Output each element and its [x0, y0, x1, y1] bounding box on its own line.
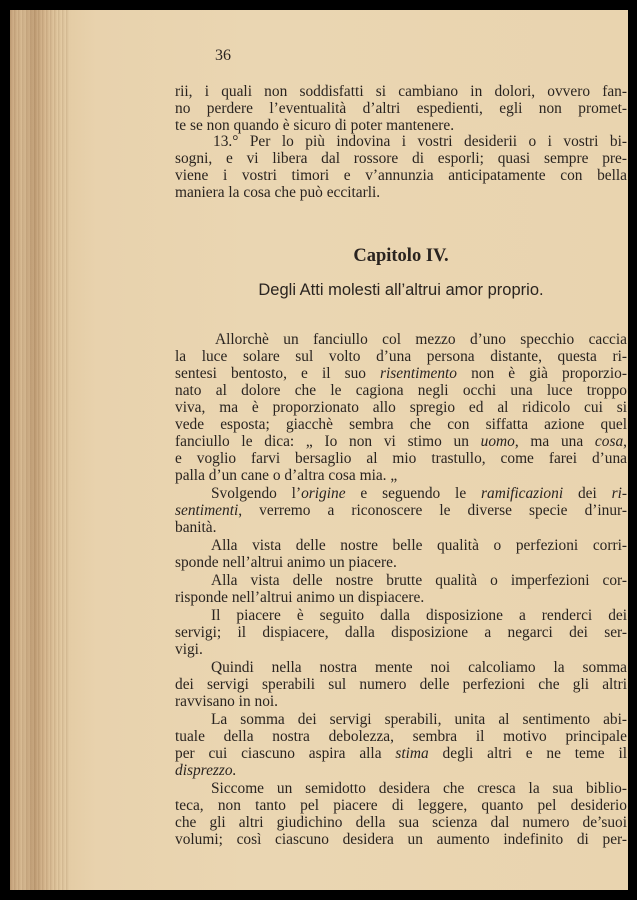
text-line: la luce solare sul volto d’una persona distante, questa ri-: [175, 348, 627, 365]
text-line: Allorchè un fanciullo col mezzo d’uno specchio caccia: [215, 331, 627, 348]
text-line: vede esposta; giacchè sembra che con siffatta azione quel: [175, 416, 627, 433]
text-line: risponde nell’altrui animo un dispiacere.: [175, 589, 425, 606]
text-line: Alla vista delle nostre belle qualità o perfezioni corri-: [211, 537, 627, 554]
text-line: Svolgendo l’origine e seguendo le ramificazioni dei ri-: [211, 485, 628, 502]
text-line: sentimenti, verremo a riconoscere le diverse specie d’inur-: [175, 502, 627, 519]
text-line: Quindi nella nostra mente noi calcoliamo la somma: [211, 659, 627, 676]
page-edge-shading: [10, 10, 70, 890]
text-line: Alla vista delle nostre brutte qualità o imperfezioni cor-: [211, 572, 627, 589]
text-line: te se non quando è sicuro di poter mantenere.: [175, 117, 455, 134]
text-line: palla d’un cane o d’altra cosa mia. „: [175, 467, 398, 484]
text-column: [175, 10, 627, 890]
text-line: nato al dolore che le cagiona negli occhi una luce troppo: [175, 382, 627, 399]
text-line: maniera la cosa che può eccitarli.: [175, 184, 381, 201]
text-line: e voglio farvi bersaglio al mio trastullo, come farei d’una: [175, 450, 627, 467]
text-line: viva, ma è proporzionato allo spregio ed al ridicolo cui si: [175, 399, 627, 416]
text-line: servigi; il dispiacere, dalla disposizione a negarci dei ser-: [175, 624, 627, 641]
text-line: che gli altri giudichino della sua scienza dal numero de’suoi: [175, 814, 627, 831]
text-line: 13.° Per lo più indovina i vostri desiderii o i vostri bi-: [213, 133, 627, 150]
chapter-title: Capitolo IV.: [353, 246, 449, 266]
text-line: La somma dei servigi sperabili, unita al sentimento abi-: [211, 711, 627, 728]
text-line: Il piacere è seguito dalla disposizione a renderci dei: [211, 607, 627, 624]
text-line: tuale della nostra debolezza, sembra il motivo principale: [175, 728, 627, 745]
text-line: per cui ciascuno aspira alla stima degli altri e ne teme il: [175, 745, 628, 762]
text-line: Siccome un semidotto desidera che cresca la sua biblio-: [211, 780, 627, 797]
book-page: [10, 10, 628, 890]
text-line: teca, non tanto pel piacere di leggere, quanto pel desiderio: [175, 797, 627, 814]
text-line: sogni, e vi libera dal rossore di esporli; quasi sempre pre-: [175, 150, 627, 167]
page-number: 36: [215, 47, 231, 64]
text-line: no perdere l’eventualità d’altri espedienti, egli non promet-: [175, 100, 627, 117]
text-line: dei servigi sperabili sul numero delle perfezioni che gli altri: [175, 676, 627, 693]
text-line: rii, i quali non soddisfatti si cambiano in dolori, ovvero fan-: [175, 83, 627, 100]
text-line: sponde nell’altrui animo un piacere.: [175, 554, 397, 571]
text-line: viene i vostri timori e v’annunzia anticipatamente con bella: [175, 167, 627, 184]
text-line: fanciullo le dica: „ Io non vi stimo un uomo, ma una cosa,: [175, 433, 627, 450]
text-line: volumi; così ciascuno desidera un aumento indefinito di per-: [175, 831, 627, 848]
chapter-subtitle: Degli Atti molesti all’altrui amor proprio.: [258, 281, 544, 299]
text-line: sentesi bentosto, e il suo risentimento non è già proporzio-: [175, 365, 627, 382]
text-line: ravvisano in noi.: [175, 693, 279, 710]
text-line: disprezzo.: [175, 762, 237, 779]
text-line: banità.: [175, 519, 217, 536]
text-line: vigi.: [175, 641, 203, 658]
